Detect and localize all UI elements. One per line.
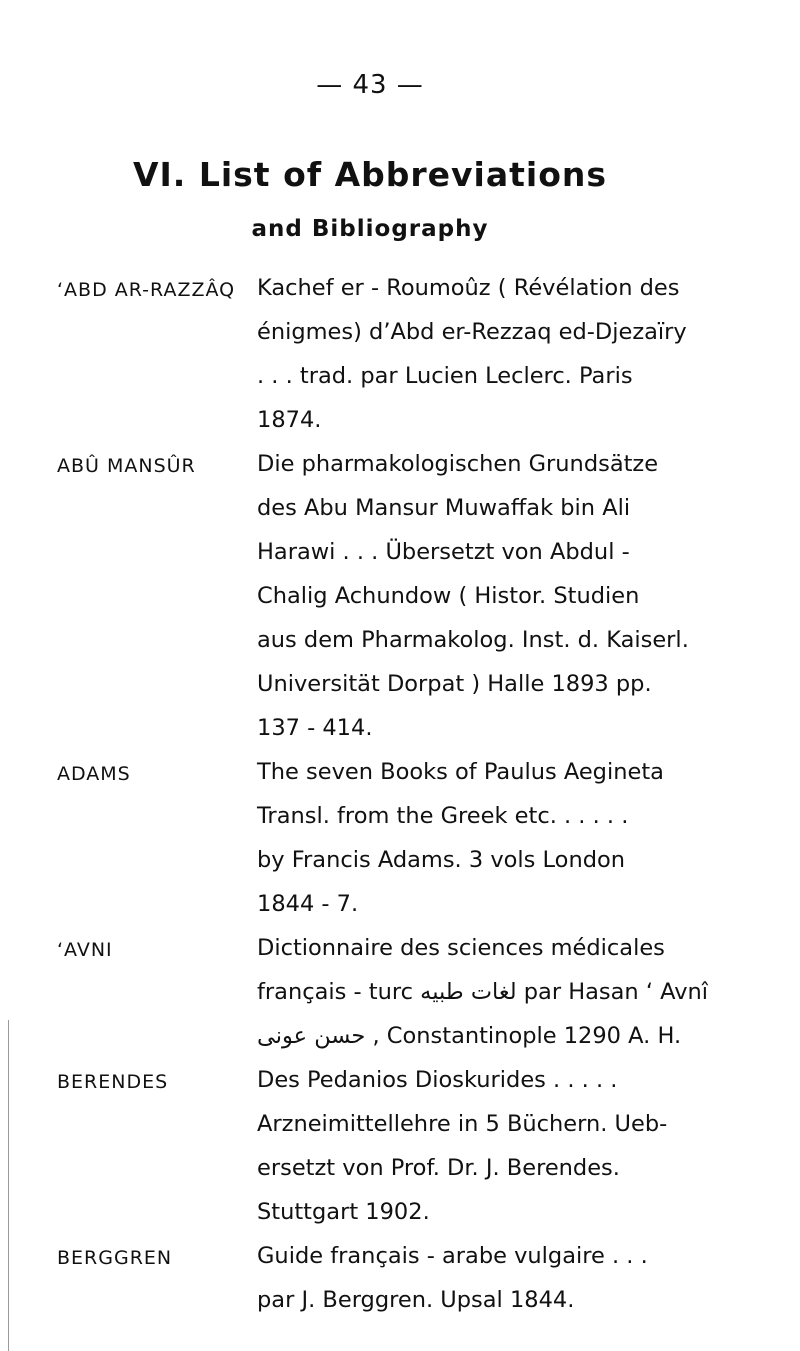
reference-line: Dictionnaire des sciences médicales — [257, 935, 665, 961]
reference-line: aus dem Pharmakolog. Inst. d. Kaiserl. — [257, 627, 689, 653]
bibliography-entry — [57, 926, 757, 1058]
reference-line: énigmes) d’Abd er-Rezzaq ed-Djezaïry — [257, 319, 687, 345]
reference-line: Die pharmakologischen Grundsätze — [257, 451, 659, 477]
entry-reference — [257, 266, 757, 442]
reference-line: Guide français - arabe vulgaire . . . — [257, 1243, 648, 1269]
reference-line: Harawi . . . Übersetzt von Abdul - — [257, 539, 630, 565]
reference-line: 137 - 414. — [257, 715, 373, 741]
entry-abbreviation: ADAMS — [57, 763, 131, 785]
bibliography-entry — [57, 1234, 757, 1322]
page-title: VI. List of Abbreviations — [132, 155, 608, 194]
entry-reference — [257, 926, 757, 1058]
reference-line: ersetzt von Prof. Dr. J. Berendes. — [257, 1155, 620, 1181]
reference-line: Chalig Achundow ( Histor. Studien — [257, 583, 640, 609]
entry-abbreviation: ‘ABD AR-RAZZÂQ — [57, 279, 236, 301]
entry-reference — [257, 1058, 757, 1234]
reference-line: حسن عونى , Constantinople 1290 A. H. — [257, 1023, 682, 1049]
entry-reference — [257, 442, 757, 750]
bibliography-entry — [57, 750, 757, 926]
reference-line: The seven Books of Paulus Aegineta — [257, 759, 664, 785]
reference-line: par J. Berggren. Upsal 1844. — [257, 1287, 575, 1313]
reference-line: français - turc لغات طبيه par Hasan ‘ Avnî — [257, 979, 709, 1005]
entry-reference — [257, 750, 757, 926]
bibliography-entry — [57, 442, 757, 750]
reference-line: 1844 - 7. — [257, 891, 359, 917]
reference-line: des Abu Mansur Muwaffak bin Ali — [257, 495, 631, 521]
reference-line: . . . trad. par Lucien Leclerc. Paris — [257, 363, 633, 389]
reference-line: Transl. from the Greek etc. . . . . . — [257, 803, 629, 829]
reference-line: Universität Dorpat ) Halle 1893 pp. — [257, 671, 652, 697]
entry-reference — [257, 1234, 757, 1322]
reference-line: Arzneimittellehre in 5 Büchern. Ueb- — [257, 1111, 668, 1137]
entry-abbreviation: ABÛ MANSÛR — [57, 455, 196, 477]
bibliography-entry — [57, 1058, 757, 1234]
reference-line: by Francis Adams. 3 vols London — [257, 847, 626, 873]
page-subtitle: and Bibliography — [251, 216, 489, 242]
scan-margin-line — [8, 1020, 9, 1351]
entry-abbreviation: ‘AVNI — [57, 939, 113, 961]
reference-line: 1874. — [257, 407, 322, 433]
reference-line: Stuttgart 1902. — [257, 1199, 430, 1225]
entry-abbreviation: BERGGREN — [57, 1247, 173, 1269]
reference-line: Des Pedanios Dioskurides . . . . . — [257, 1067, 618, 1093]
reference-line: Kachef er - Roumoûz ( Révélation des — [257, 275, 680, 301]
bibliography-entry — [57, 266, 757, 442]
entry-abbreviation: BERENDES — [57, 1071, 169, 1093]
page-number: — 43 — — [316, 70, 424, 100]
bibliography-list — [57, 266, 757, 1322]
